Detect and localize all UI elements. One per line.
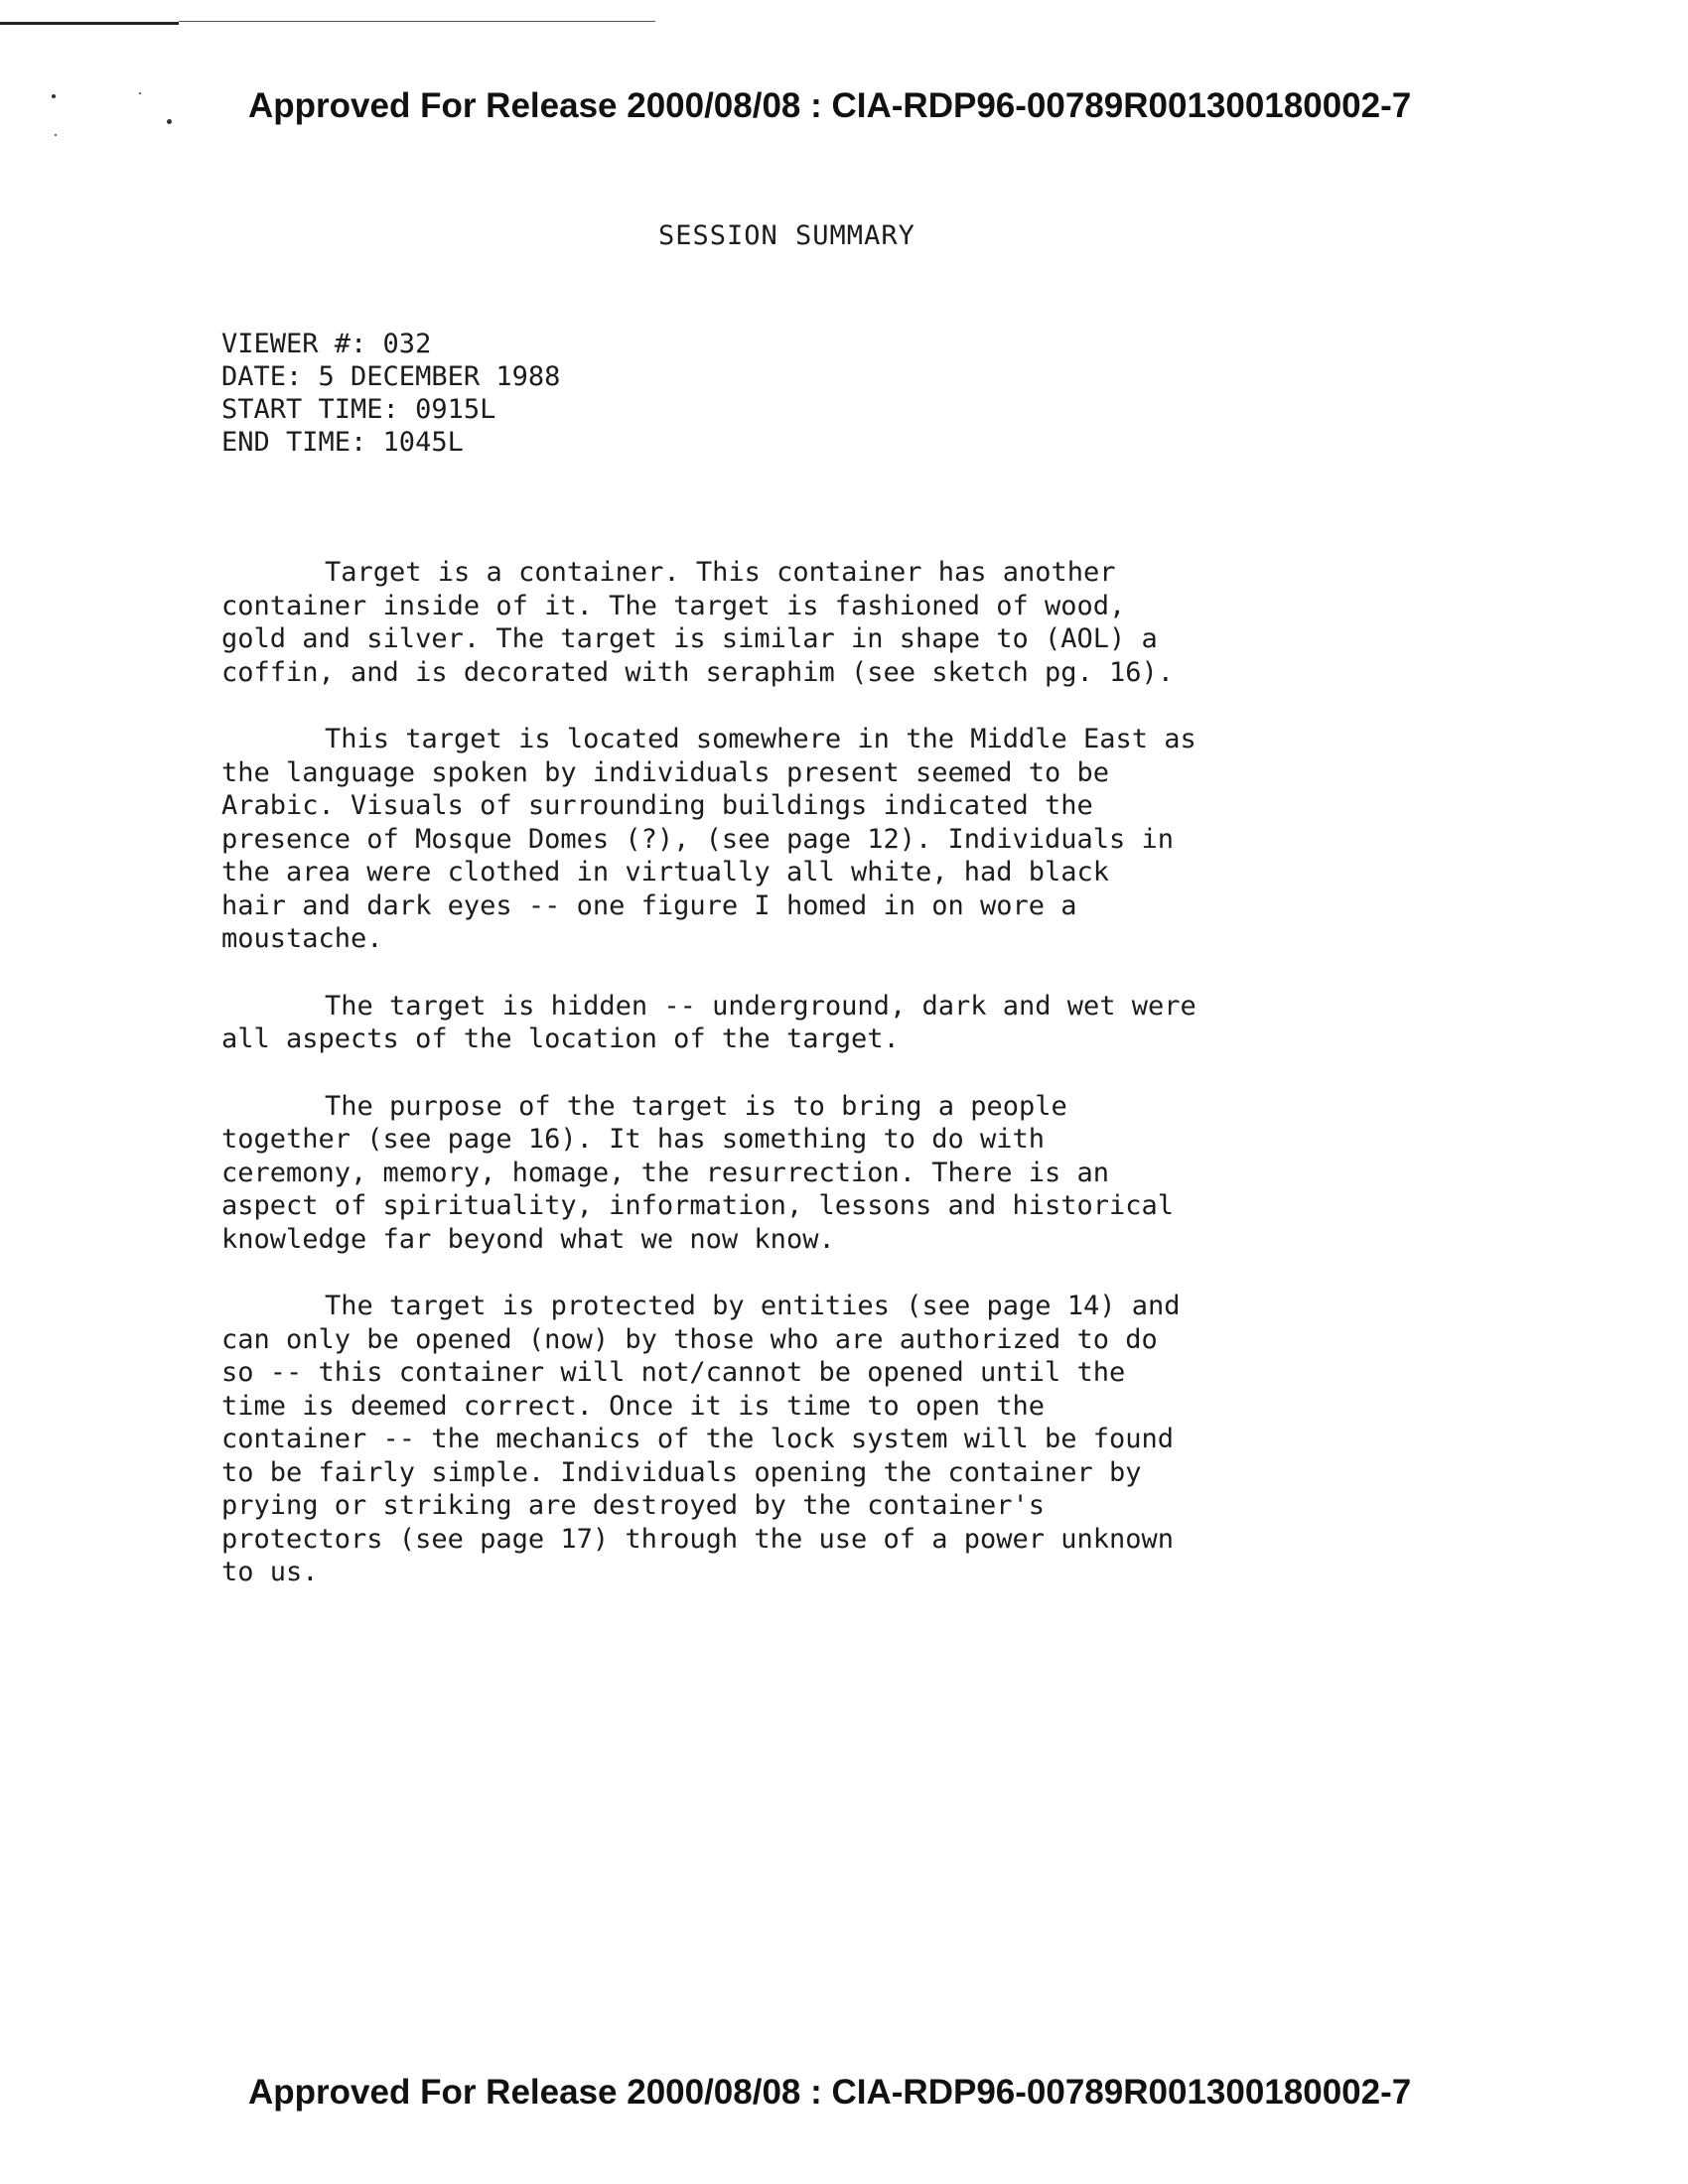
narrative-paragraph <box>221 556 1413 689</box>
paragraph-line: The target is hidden -- underground, dark and wet were <box>325 990 1196 1022</box>
narrative-paragraph <box>221 723 1413 956</box>
paragraph-line: so -- this container will not/cannot be opened until the <box>221 1357 1126 1388</box>
paragraph-line: This target is located somewhere in the Middle East as <box>325 724 1196 754</box>
paragraph-line: knowledge far beyond what we now know. <box>221 1223 835 1255</box>
session-date: DATE: 5 DECEMBER 1988 <box>221 361 561 392</box>
session-narrative <box>221 556 1413 1623</box>
paragraph-line: ceremony, memory, homage, the resurrection. There is an <box>221 1157 1110 1188</box>
viewer-number: VIEWER #: 032 <box>221 329 432 359</box>
paragraph-line: The target is protected by entities (see page 14) and <box>325 1291 1181 1321</box>
paragraph-line: all aspects of the location of the target. <box>221 1024 900 1054</box>
release-stamp-header: Approved For Release 2000/08/08 : CIA-RDP96-00789R001300180002-7 <box>248 86 1412 125</box>
paragraph-line: coffin, and is decorated with seraphim (see sketch pg. 16). <box>221 656 1175 688</box>
start-time: START TIME: 0915L <box>221 394 496 425</box>
scan-speck <box>167 119 172 124</box>
narrative-paragraph <box>221 990 1413 1056</box>
paragraph-line: to us. <box>221 1557 319 1587</box>
paragraph-line: protectors (see page 17) through the use of a power unknown <box>221 1523 1175 1555</box>
paragraph-line: time is deemed correct. Once it is time to open the <box>221 1390 1046 1422</box>
session-meta <box>221 328 560 459</box>
paragraph-line: The purpose of the target is to bring a people <box>325 1090 1067 1122</box>
paragraph-line: aspect of spirituality, information, lessons and historical <box>221 1190 1175 1221</box>
paragraph-line: Target is a container. This container has another <box>325 557 1116 588</box>
paragraph-line: moustache. <box>221 923 383 954</box>
paragraph-line: prying or striking are destroyed by the container's <box>221 1490 1046 1521</box>
paragraph-line: can only be opened (now) by those who are authorized to do <box>221 1323 1158 1355</box>
paragraph-line: presence of Mosque Domes (?), (see page 12). Individuals in <box>221 823 1175 855</box>
scan-edge-rule-thin <box>179 21 655 22</box>
narrative-paragraph <box>221 1090 1413 1257</box>
paragraph-line: together (see page 16). It has something to do with <box>221 1124 1046 1155</box>
paragraph-line: gold and silver. The target is similar in shape to (AOL) a <box>221 623 1158 654</box>
page-title: SESSION SUMMARY <box>658 220 915 251</box>
scan-speck <box>52 94 56 98</box>
paragraph-line: the area were clothed in virtually all white, had black <box>221 857 1110 887</box>
paragraph-line: container -- the mechanics of the lock system will be found <box>221 1424 1175 1454</box>
release-stamp-footer: Approved For Release 2000/08/08 : CIA-RDP96-00789R001300180002-7 <box>248 2073 1412 2112</box>
paragraph-line: hair and dark eyes -- one figure I homed in on wore a <box>221 889 1077 921</box>
narrative-paragraph <box>221 1290 1413 1589</box>
paragraph-line: container inside of it. The target is fashioned of wood, <box>221 590 1126 621</box>
paragraph-line: Arabic. Visuals of surrounding buildings indicated the <box>221 790 1093 821</box>
scan-speck <box>55 134 57 136</box>
scan-speck <box>139 92 141 94</box>
paragraph-line: the language spoken by individuals present seemed to be <box>221 756 1110 788</box>
paragraph-line: to be fairly simple. Individuals opening the container by <box>221 1456 1142 1488</box>
scan-edge-rule <box>0 22 179 25</box>
end-time: END TIME: 1045L <box>221 427 464 458</box>
